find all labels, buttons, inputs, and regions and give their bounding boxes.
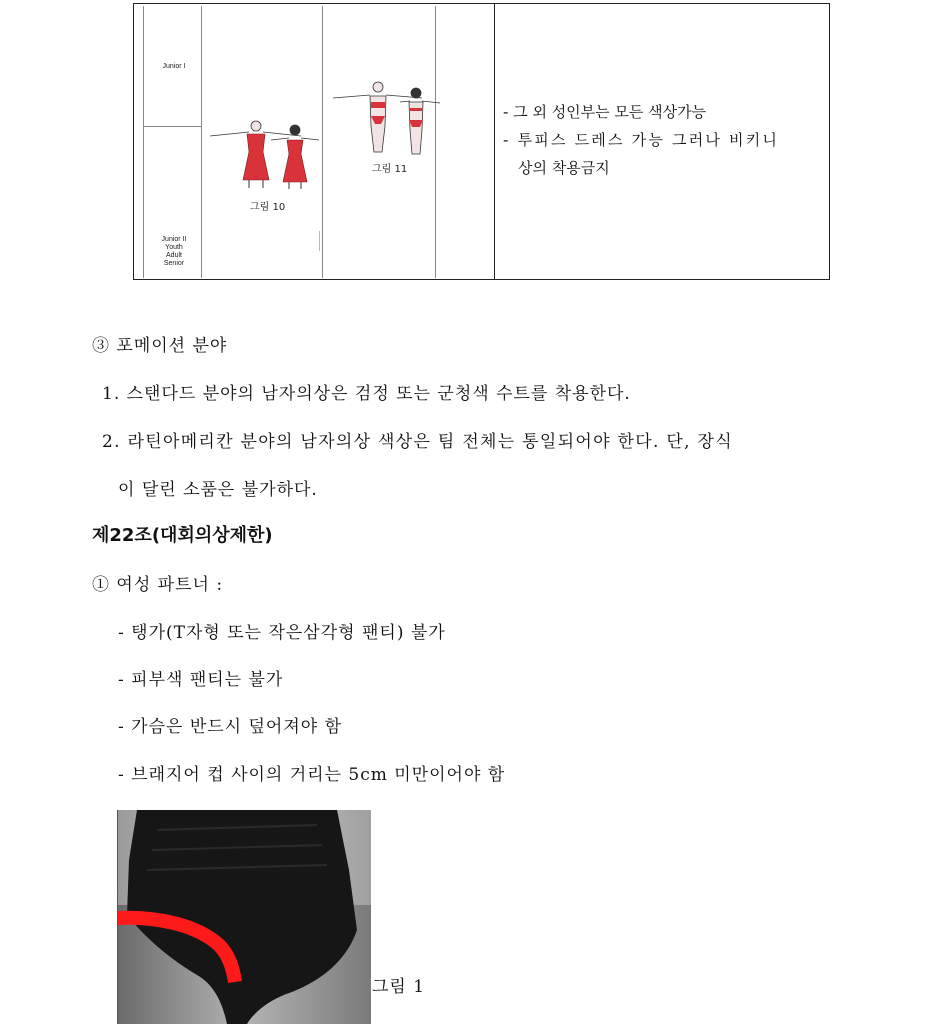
note-line: 상의 착용금지 [518,159,610,177]
figure1-caption: 그림 1 [372,977,426,997]
figure11-illustration [330,80,445,160]
rule-item: - 탱가(T자형 또는 작은삼각형 팬티) 불가 [118,623,446,643]
article-heading: 제22조(대회의상제한) [92,525,273,546]
note-line: - 투피스 드레스 가능 그러나 비키니 [503,131,780,149]
female-partner-title: ① 여성 파트너 : [92,575,224,595]
figure1-photo [117,810,371,1024]
rule-item: - 가슴은 반드시 덮어져야 함 [118,717,343,737]
figure11-caption: 그림 11 [372,164,408,175]
level-junior1-label: Junior I [162,63,186,70]
formation-title: ③ 포메이션 분야 [92,336,228,356]
figure10-illustration [205,118,325,193]
rule-item: - 피부색 팬티는 불가 [118,670,284,690]
level-others-label: Junior II Youth Adult Senior [161,236,187,267]
rule-item: - 브래지어 컵 사이의 거리는 5cm 미만이어야 함 [118,765,506,785]
note-line: - 그 외 성인부는 모든 색상가능 [503,103,707,121]
formation-item-2-cont: 이 달린 소품은 불가하다. [118,480,318,500]
formation-item-2: 2. 라틴아메리칸 분야의 남자의상 색상은 팀 전체는 통일되어야 한다. 단, 장식 [102,432,733,452]
formation-item-1: 1. 스탠다드 분야의 남자의상은 검정 또는 군청색 수트를 착용한다. [102,384,631,404]
table-column-divider [494,3,495,280]
table-notes [503,98,823,182]
figure10-caption: 그림 10 [250,202,286,213]
